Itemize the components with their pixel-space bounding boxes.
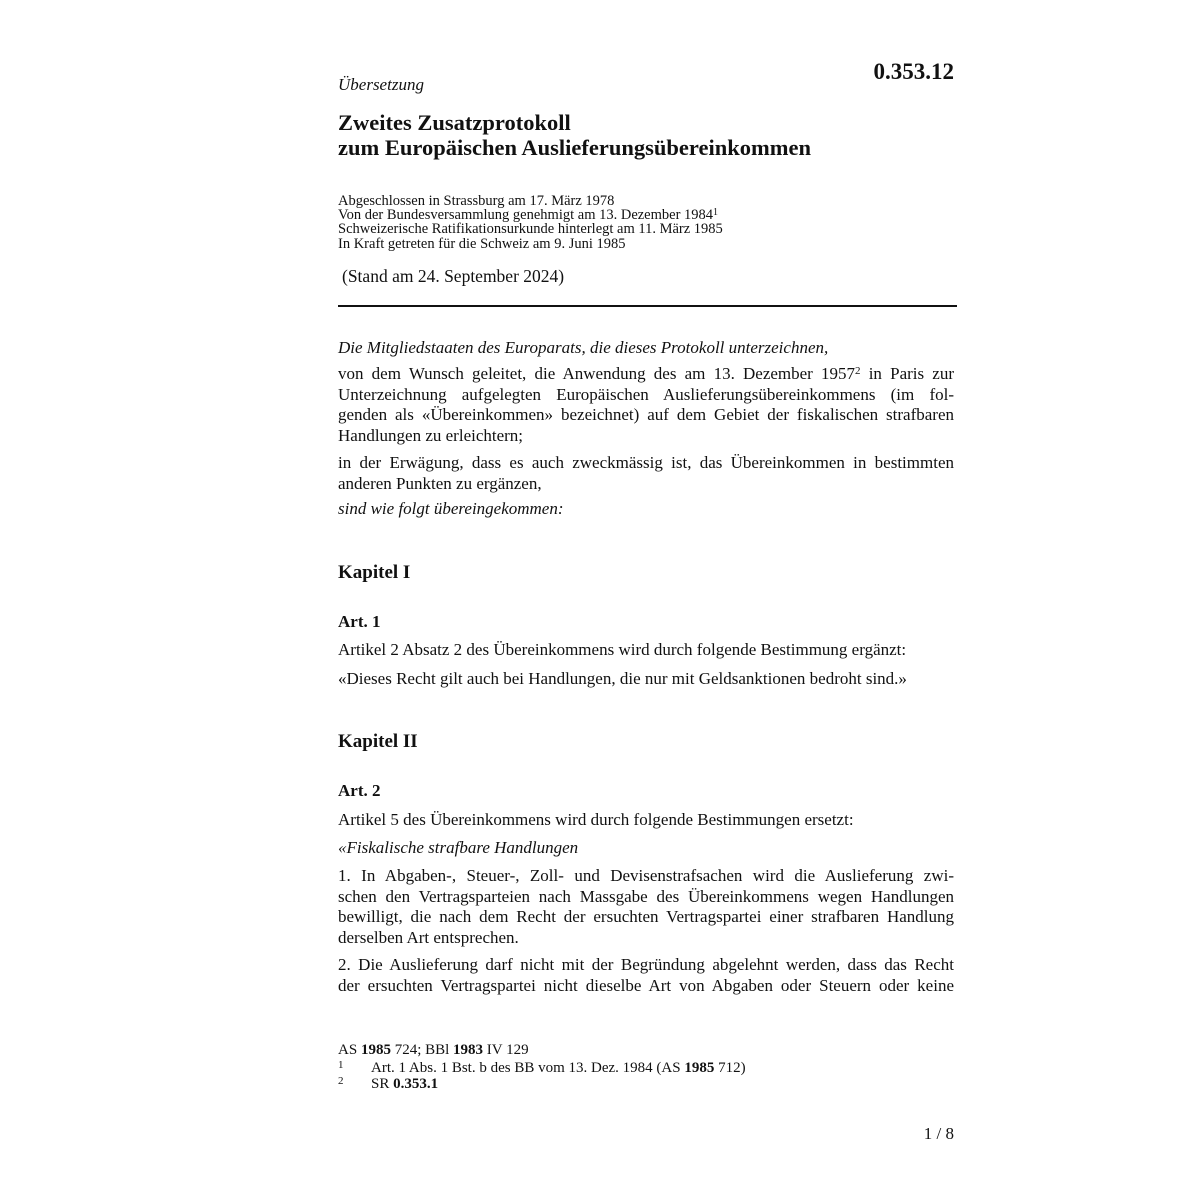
preamble-p1-line-3: genden als «Übereinkommen» bezeichnet) auf dem Gebiet der fiskalischen strafbaren [338,405,954,424]
article-1-paragraph-2 [338,669,954,690]
status-date: (Stand am 24. September 2024) [342,266,565,286]
preamble-p1-line-2: Unterzeichnung aufgelegten Europäischen Auslieferungsübereinkommens (im fol- [338,384,954,404]
preamble-p2-line-2: anderen Punkten zu ergänzen, [338,473,542,493]
footnote-ref-1[interactable]: 1 [713,207,719,219]
article-2-heading: Art. 2 [338,781,381,800]
footnote-2-bold: 0.353.1 [393,1076,439,1092]
source-bold-2: 1983 [453,1042,484,1058]
meta-approved-text: Von der Bundesversammlung genehmigt am 13. Dezember 1984 [338,207,714,224]
footnote-2-number: 2 [338,1075,344,1087]
footnote-1-bold: 1985 [684,1060,715,1076]
preamble-agreed [338,499,954,520]
footnote-ref-2[interactable]: 2 [855,365,861,377]
chapter-1-heading: Kapitel I [338,562,411,583]
source-mid: 724; BBl [390,1042,454,1058]
footnote-1-text [371,1060,746,1077]
article-1-paragraph-1 [338,640,954,661]
meta-in-force: In Kraft getreten für die Schweiz am 9. Juni 1985 [338,235,626,252]
clause-1-line-2: schen den Vertragsparteien nach Massgabe des Übereinkommens wegen Handlungen [338,886,954,906]
clause-2-line-2: der ersuchten Vertragspartei nicht dieselbe Art von Abgaben oder Steuern oder keine [338,975,954,995]
source-prefix: AS [338,1042,361,1058]
source-suffix: IV 129 [483,1042,529,1058]
meta-concluded: Abgeschlossen in Strassburg am 17. März 1978 [338,193,615,209]
article-1-p1-text: Artikel 2 Absatz 2 des Übereinkommens wird durch folgende Bestimmung ergänzt: [338,640,907,659]
footnotes [338,1042,746,1092]
metadata-block [338,194,723,251]
article-2-p1-text: Artikel 5 des Übereinkommens wird durch folgende Bestimmungen ersetzt: [338,810,854,829]
source-bold-1: 1985 [360,1042,391,1058]
chapter-2-heading: Kapitel II [338,731,418,752]
footnote-source [338,1042,529,1060]
footnote-1-number: 1 [338,1059,344,1071]
article-1-p2-text: «Dieses Recht gilt auch bei Handlungen, die nur mit Geldsanktionen bedroht sind.» [338,669,907,688]
preamble-p2-line-1: in der Erwägung, dass es auch zweckmässig ist, das Übereinkommen in bestimmten [338,453,954,472]
footnote-2-prefix: SR [371,1076,394,1092]
footnote-2-text [371,1076,438,1093]
preamble-paragraph-1 [338,364,954,446]
header-divider [338,305,957,307]
preamble-paragraph-2 [338,453,954,494]
preamble-p1-line-1a: von dem Wunsch geleitet, die Anwendung des am 13. Dezember 1957 [338,364,856,383]
preamble-p1-line-1 [338,364,954,385]
footnote-2 [338,1076,529,1092]
footnote-1-prefix: Art. 1 Abs. 1 Bst. b des BB vom 13. Dez. 1984 (AS [371,1060,685,1076]
title-line-1: Zweites Zusatzprotokoll [338,110,571,135]
title-line-2: zum Europäischen Auslieferungsübereinkommen [338,135,811,160]
meta-approved [338,208,723,222]
article-1-heading: Art. 1 [338,612,381,631]
article-2-paragraph-1 [338,810,954,831]
preamble-intro [338,338,954,359]
footnote-1 [338,1059,746,1076]
footnote-1-suffix: 712) [714,1060,746,1076]
meta-ratification: Schweizerische Ratifikationsurkunde hinterlegt am 11. März 1985 [338,221,723,238]
translation-label: Übersetzung [338,75,424,94]
article-2-subheading-text: «Fiskalische strafbare Handlungen [338,838,579,857]
preamble-intro-text: Die Mitgliedstaaten des Europarats, die dieses Protokoll unterzeichnen, [338,338,829,357]
clause-1-line-1: 1. In Abgaben-, Steuer-, Zoll- und Devisenstrafsachen wird die Auslieferung zwi- [338,866,954,885]
clause-1-line-3: bewilligt, die nach dem Recht der ersuchten Vertragspartei einer strafbaren Handlung [338,907,954,926]
preamble-p1-line-4: Handlungen zu erleichtern; [338,425,524,445]
preamble-p1-line-1b: in Paris zur [860,364,955,383]
clause-2-line-1: 2. Die Auslieferung darf nicht mit der Begründung abgelehnt werden, dass das Recht [338,955,954,974]
clause-1-line-4: derselben Art entsprechen. [338,927,519,947]
page-number: 1 / 8 [923,1124,954,1143]
preamble-agreed-text: sind wie folgt übereingekommen: [338,499,564,518]
sr-number: 0.353.12 [873,59,954,84]
article-2-clause-1 [338,866,954,948]
article-2-clause-2 [338,955,954,996]
article-2-subheading [338,838,954,859]
document-title [338,110,811,160]
